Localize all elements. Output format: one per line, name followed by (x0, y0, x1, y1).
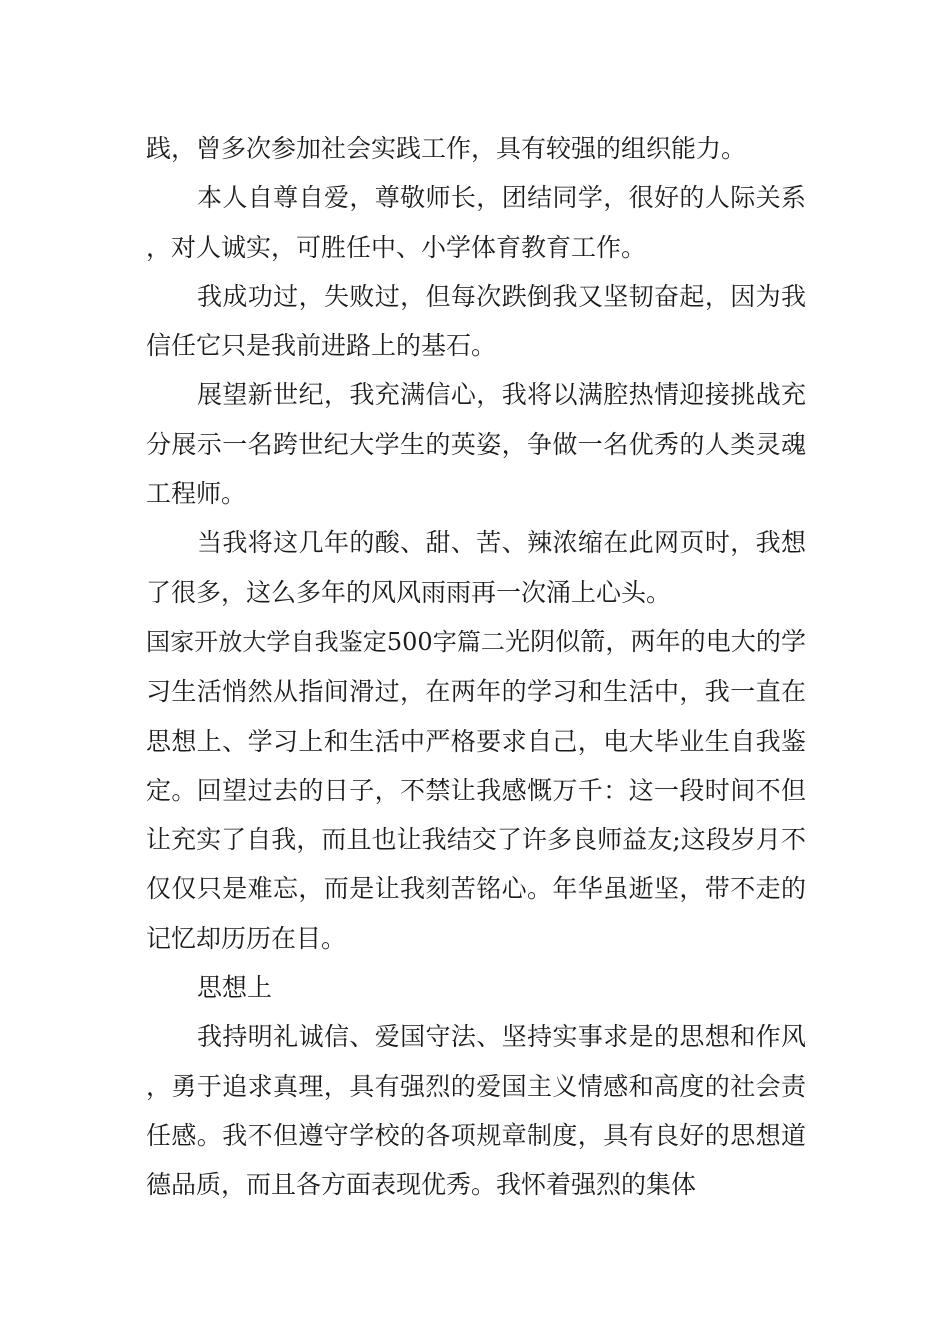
section-two (146, 617, 806, 963)
paragraph-success-failure: 我成功过，失败过，但每次跌倒我又坚韧奋起，因为我信任它只是我前进路上的基石。 (146, 281, 806, 361)
section-title: 国家开放大学自我鉴定500字篇二 (146, 627, 506, 656)
paragraph-continuation: 践，曾多次参加社会实践工作，具有较强的组织能力。 (146, 134, 747, 163)
paragraph-ideology: 我持明礼诚信、爱国守法、坚持实事求是的思想和作风，勇于追求真理，具有强烈的爱国主义情感和高度的社会责任感。我不但遵守学校的各项规章制度，具有良好的思想道德品质，而且各方面表现优秀。我怀着强烈的集体 (146, 1022, 806, 1200)
document-body (146, 124, 806, 1210)
paragraph-new-century: 展望新世纪，我充满信心，我将以满腔热情迎接挑战充分展示一名跨世纪大学生的英姿，争做一名优秀的人类灵魂工程师。 (146, 380, 806, 509)
subheading-thought: 思想上 (197, 973, 273, 1003)
section-body: 光阴似箭，两年的电大的学习生活悄然从指间滑过，在两年的学习和生活中，我一直在思想上、学习上和生活中严格要求自己，电大毕业生自我鉴定。回望过去的日子，不禁让我感慨万千：这一段时间不但让充实了自我，而且也让我结交了许多良师益友;这段岁月不仅仅只是难忘，而是让我刻苦铭心。年华虽逝坚，带不走的记忆却历历在目。 (146, 626, 806, 953)
paragraph-memories: 当我将这几年的酸、甜、苦、辣浓缩在此网页时，我想了很多，这么多年的风风雨雨再一次涌上心头。 (146, 528, 806, 607)
paragraph-self-respect: 本人自尊自爱，尊敬师长，团结同学，很好的人际关系，对人诚实，可胜任中、小学体育教育工作。 (146, 183, 806, 262)
